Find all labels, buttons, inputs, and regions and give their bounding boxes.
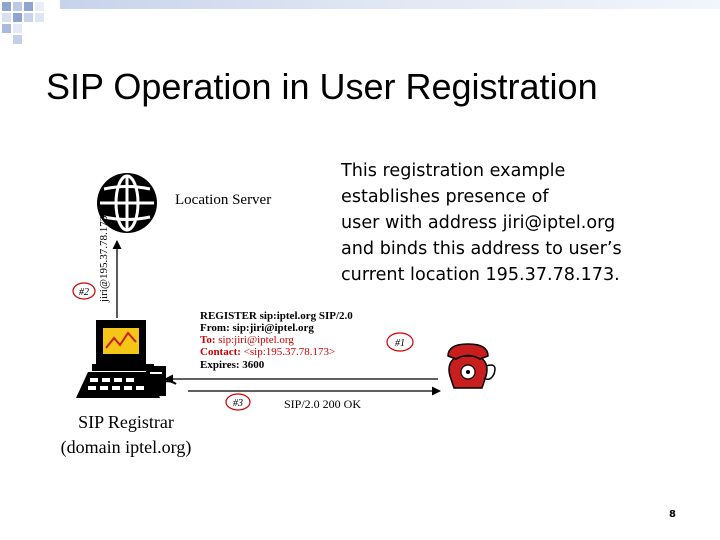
description-line: establishes presence of [341,187,549,207]
step-3-label: #3 [233,398,243,409]
location-server-label: Location Server [175,192,272,208]
binding-label: jiri@195.37.78.173 [98,215,110,302]
description-line: current location 195.37.78.173. [341,265,620,285]
slide-title: SIP Operation in User Registration [46,66,598,107]
contact-label: Contact: [200,346,241,358]
register-line: REGISTER sip:iptel.org SIP/2.0 [200,310,353,322]
computer-workstation-icon [76,320,176,398]
corner-squares-decoration [0,0,60,48]
contact-line [200,346,335,358]
step-2-label: #2 [79,287,89,298]
description-line: and binds this address to user’s [341,239,622,259]
description-line: user with address jiri@iptel.org [341,213,616,233]
page-number: 8 [669,509,676,520]
expires-line: Expires: 3600 [200,359,265,371]
registration-diagram [0,140,520,470]
telephone-icon [448,344,495,388]
description-line: This registration example [341,161,566,181]
registrar-domain: (domain iptel.org) [60,437,192,457]
to-label: To: [200,334,216,346]
contact-value: <sip:195.37.78.173> [240,346,336,358]
step-1-label: #1 [395,338,405,349]
to-line [200,334,294,346]
registrar-label: SIP Registrar [78,412,174,432]
top-decorative-band [60,0,720,9]
ok-response-label: SIP/2.0 200 OK [284,397,362,411]
to-value: sip:jiri@iptel.org [215,334,294,346]
from-line: From: sip:jiri@iptel.org [200,322,314,334]
